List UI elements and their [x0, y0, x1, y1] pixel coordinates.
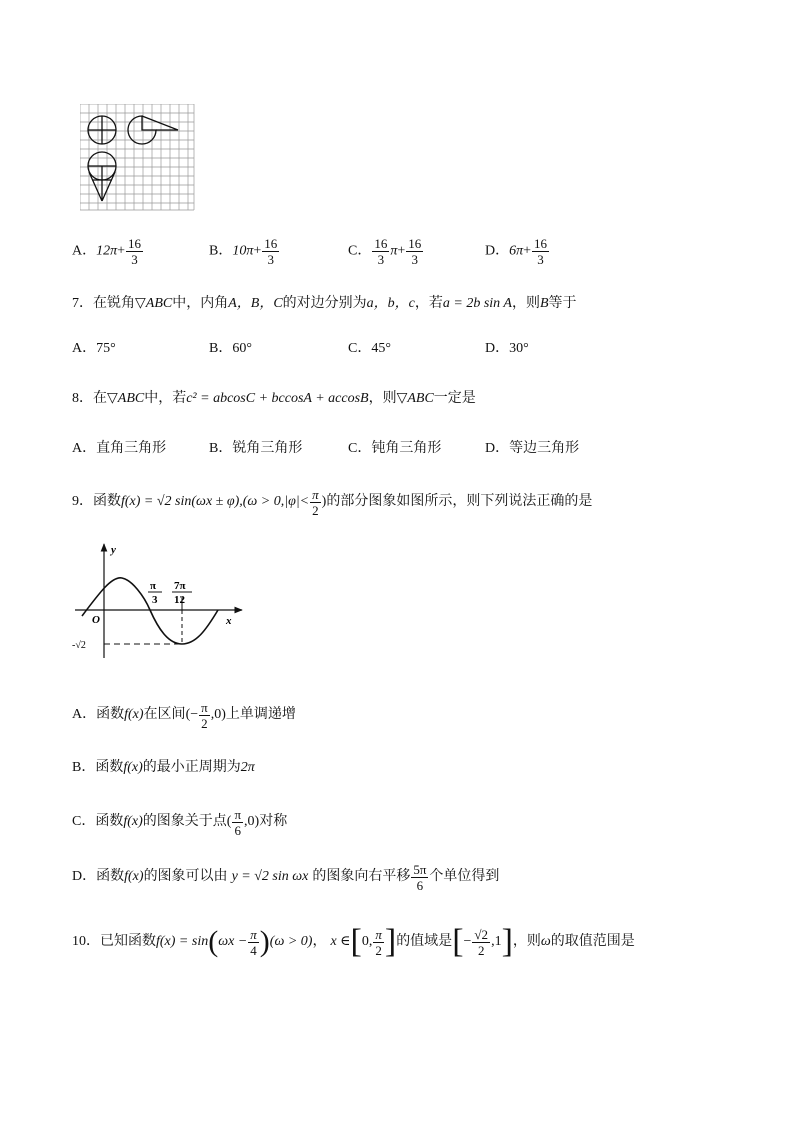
- q8-option-a[interactable]: A．直角三角形: [72, 441, 167, 456]
- q7-option-b[interactable]: B．60°: [209, 341, 252, 356]
- fraction: $\frac{\pi}{6}$: [234, 806, 242, 838]
- tick-label-7pi12-den: 12: [174, 594, 185, 606]
- q7-option-c[interactable]: C．45°: [348, 341, 391, 356]
- q8-option-d[interactable]: D．等边三角形: [485, 441, 580, 456]
- q6-option-b[interactable]: B．10π+ $\frac{16}{3}$: [209, 236, 278, 267]
- q9-option-c[interactable]: C．函数 f(x) 的图象关于点 ( $\frac{\pi}{6}$ ,0) 对称: [72, 806, 288, 838]
- q6-option-c[interactable]: C． $\frac{16}{3}$ π+ $\frac{16}{3}$: [348, 236, 422, 267]
- q10-stem: 10．已知函数 f(x) = sin ( ωx − $\frac{\pi}{4}$ ) (ω > 0) ， x ∈ [ 0, $\frac{\pi}{2}$ ] 的值域是 [ − $\frac{√2}{2}$ ,1 ] ，则 ω 的取值范围是: [72, 923, 635, 960]
- q9-sine-graph: [70, 540, 250, 665]
- fraction: $\frac{\pi}{2}$: [375, 926, 382, 958]
- q9-option-a[interactable]: A．函数 f(x) 在区间 (− $\frac{\pi}{2}$ ,0) 上单调递增: [72, 699, 296, 731]
- fraction: $\frac{16}{3}$: [534, 236, 548, 267]
- tick-label-pi3-num: π: [150, 580, 157, 592]
- q7-option-d[interactable]: D．30°: [485, 341, 529, 356]
- fraction: $\frac{16}{3}$: [128, 236, 142, 267]
- q9-stem: 9．函数 f(x) = √2 sin(ωx ± φ),(ω > 0,|φ|< $\frac{\pi}{2}$ ) 的部分图象如图所示，则下列说法正确的是: [72, 486, 593, 518]
- min-label: -√2: [72, 640, 86, 651]
- tick-label-7pi12-num: 7π: [174, 580, 186, 592]
- q6-option-d[interactable]: D．6π+ $\frac{16}{3}$: [485, 236, 548, 267]
- q8-option-b[interactable]: B．锐角三角形: [209, 441, 303, 456]
- fraction: $\frac{√2}{2}$: [474, 926, 489, 958]
- fraction: $\frac{\pi}{2}$: [201, 699, 208, 731]
- y-axis-label: y: [111, 544, 116, 556]
- q7-option-a[interactable]: A．75°: [72, 341, 116, 356]
- fraction: $\frac{\pi}{2}$: [312, 486, 319, 518]
- three-view-figure: [80, 104, 196, 212]
- fraction: $\frac{16}{3}$: [264, 236, 278, 267]
- fraction: $\frac{16}{3}$: [408, 236, 422, 267]
- q8-stem: 8．在▽ABC中，若c² = abcosC + bccosA + accosB，则▽ABC一定是: [72, 391, 476, 406]
- q6-option-a[interactable]: A．12π+ $\frac{16}{3}$: [72, 236, 142, 267]
- q9-option-d[interactable]: D．函数 f(x) 的图象可以由 y = √2 sin ωx 的图象向右平移 $\frac{5\pi}{6}$ 个单位得到: [72, 861, 500, 893]
- fraction: $\frac{5\pi}{6}$: [413, 861, 427, 893]
- tick-label-pi3-den: 3: [152, 594, 158, 606]
- origin-label: O: [92, 614, 100, 626]
- fraction: $\frac{16}{3}$: [374, 236, 388, 267]
- x-axis-label: x: [226, 615, 232, 627]
- q8-option-c[interactable]: C．钝角三角形: [348, 441, 442, 456]
- fraction: $\frac{\pi}{4}$: [250, 926, 257, 958]
- q7-stem: 7．在锐角▽ABC中，内角A，B，C的对边分别为a，b，c，若a = 2b sin A，则B等于: [72, 296, 577, 311]
- q9-option-b[interactable]: B．函数f(x)的最小正周期为2π: [72, 760, 255, 775]
